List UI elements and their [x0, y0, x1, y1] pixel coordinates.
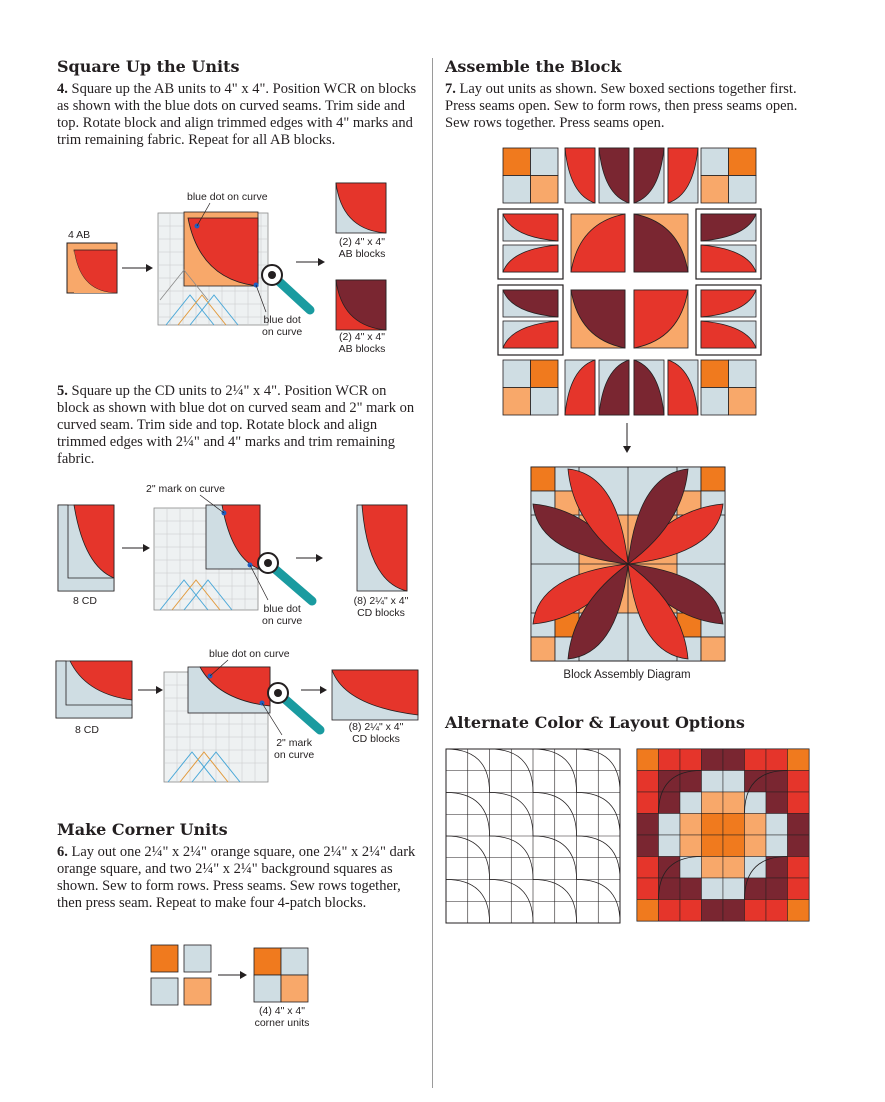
- color-cell: [702, 900, 724, 922]
- color-cell: [788, 792, 810, 814]
- color-cell: [659, 878, 681, 900]
- step-4-body: Square up the AB units to 4" x 4". Position WCR on blocks as shown with the blue dots on curved seams. Trim side and top. Rotate block and align trimmed edges with 4" marks and trim remaining fabric. Repeat for all AB blocks.: [57, 81, 417, 148]
- color-cell: [788, 771, 810, 793]
- color-cell: [702, 814, 724, 836]
- cd2-callout-top: blue dot on curve: [209, 648, 290, 660]
- color-cell: [659, 792, 681, 814]
- ab-callout-bottom: blue dot on curve: [262, 314, 303, 338]
- color-cell: [680, 771, 702, 793]
- color-cell: [680, 900, 702, 922]
- color-cell: [680, 749, 702, 771]
- color-cell: [702, 771, 724, 793]
- color-cell: [766, 814, 788, 836]
- ab-result-bottom-label: (2) 4" x 4" AB blocks: [338, 331, 386, 355]
- color-cell: [702, 857, 724, 879]
- color-cell: [659, 900, 681, 922]
- cd1-callout-top: 2" mark on curve: [146, 483, 226, 495]
- cd2-result-label: (8) 2¼" x 4" CD blocks: [348, 721, 404, 745]
- color-cell: [680, 835, 702, 857]
- color-cell: [745, 878, 767, 900]
- color-cell: [766, 900, 788, 922]
- color-cell: [680, 792, 702, 814]
- color-cell: [788, 749, 810, 771]
- color-cell: [680, 857, 702, 879]
- color-cell: [702, 792, 724, 814]
- cd1-result-label: (8) 2¼" x 4" CD blocks: [353, 595, 409, 619]
- step-7-number: 7.: [445, 81, 456, 97]
- color-cell: [659, 814, 681, 836]
- corner-unit-result-label: (4) 4" x 4" corner units: [254, 1005, 310, 1029]
- color-cell: [702, 835, 724, 857]
- block-assembly-caption: Block Assembly Diagram: [563, 669, 691, 681]
- color-cell: [723, 835, 745, 857]
- color-cell: [680, 814, 702, 836]
- color-cell: [659, 835, 681, 857]
- color-cell: [723, 900, 745, 922]
- color-cell: [702, 749, 724, 771]
- ab-unit-label: 4 AB: [68, 229, 91, 241]
- color-cell: [680, 878, 702, 900]
- color-cell: [766, 878, 788, 900]
- cd1-callout-bottom: blue dot on curve: [262, 603, 303, 627]
- color-cell: [659, 749, 681, 771]
- corner-units-title: Make Corner Units: [57, 820, 228, 839]
- color-cell: [788, 835, 810, 857]
- step-4-number: 4.: [57, 81, 68, 97]
- color-cell: [637, 749, 659, 771]
- color-cell: [788, 878, 810, 900]
- step-6-body: Lay out one 2¼" x 2¼" orange square, one 2¼" x 2¼" dark orange square, and two 2¼" x 2¼" background squares as shown. Sew to form rows. Press seams. Sew rows together, then press seam. Repeat to make four 4-patch blocks.: [57, 844, 416, 911]
- color-cell: [788, 900, 810, 922]
- color-cell: [637, 857, 659, 879]
- color-cell: [723, 792, 745, 814]
- color-cell: [723, 771, 745, 793]
- alternate-title: Alternate Color & Layout Options: [445, 713, 745, 732]
- color-cell: [745, 900, 767, 922]
- step-5-body: Square up the CD units to 2¼" x 4". Position WCR on block as shown with blue dot on curved seam and 2" mark on curved seam. Trim side and top. Rotate block and align trimmed edges with 2¼" and 4" marks and trim remaining fabric.: [57, 383, 415, 467]
- step-7-body: Lay out units as shown. Sew boxed sections together first. Press seams open. Sew to form rows, then press seams open. Sew rows together. Press seams open.: [445, 81, 798, 131]
- ab-result-top-label: (2) 4" x 4" AB blocks: [338, 236, 386, 260]
- color-cell: [766, 835, 788, 857]
- color-cell: [637, 835, 659, 857]
- color-cell: [745, 749, 767, 771]
- color-cell: [723, 749, 745, 771]
- color-cell: [766, 749, 788, 771]
- cd1-unit-label: 8 CD: [73, 595, 97, 607]
- color-cell: [637, 792, 659, 814]
- color-cell: [745, 792, 767, 814]
- ab-callout-top: blue dot on curve: [187, 191, 268, 203]
- color-cell: [766, 771, 788, 793]
- color-cell: [702, 878, 724, 900]
- color-cell: [723, 878, 745, 900]
- square-up-title: Square Up the Units: [57, 57, 240, 76]
- color-cell: [745, 814, 767, 836]
- color-cell: [745, 835, 767, 857]
- cd2-callout-bottom: 2" mark on curve: [274, 737, 315, 761]
- color-cell: [766, 792, 788, 814]
- color-cell: [766, 857, 788, 879]
- color-cell: [723, 814, 745, 836]
- cd2-unit-label: 8 CD: [75, 724, 99, 736]
- color-cell: [637, 878, 659, 900]
- color-cell: [788, 814, 810, 836]
- color-cell: [637, 900, 659, 922]
- step-6-number: 6.: [57, 844, 68, 860]
- color-cell: [788, 857, 810, 879]
- color-cell: [723, 857, 745, 879]
- assemble-title: Assemble the Block: [445, 57, 622, 76]
- color-cell: [637, 771, 659, 793]
- step-5-number: 5.: [57, 383, 68, 399]
- color-cell: [637, 814, 659, 836]
